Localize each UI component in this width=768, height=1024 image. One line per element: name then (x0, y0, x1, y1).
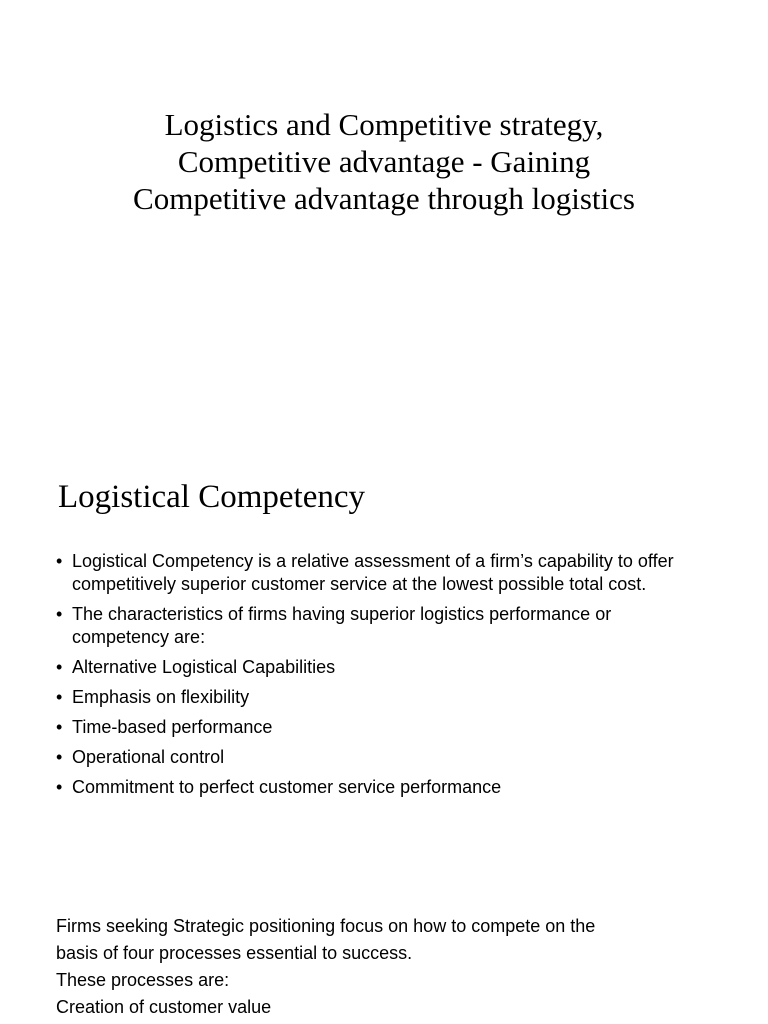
bullet-item (56, 603, 746, 649)
slide-1-title-line: Logistics and Competitive strategy, (164, 107, 604, 142)
bullet-item (56, 716, 746, 739)
bullet-icon: • (56, 687, 63, 707)
slide-1-title (60, 106, 708, 217)
bullet-text-line: Logistical Competency is a relative assessment of a firm’s capability to offer (72, 551, 674, 571)
slide-1-title-line: Competitive advantage through logistics (133, 181, 635, 216)
bullet-text-line: Operational control (72, 747, 225, 767)
slide-3-body (56, 913, 746, 1021)
bullet-text-line: Time-based performance (72, 717, 273, 737)
bullet-text-line: Commitment to perfect customer service performance (72, 777, 502, 797)
bullet-text-line: The characteristics of firms having superior logistics performance or (72, 604, 612, 624)
bullet-item (56, 656, 746, 679)
slide-2-title: Logistical Competency (58, 479, 366, 515)
bullet-icon: • (56, 604, 63, 624)
bullet-text-line: competitively superior customer service at the lowest possible total cost. (72, 574, 647, 594)
bullet-icon: • (56, 777, 63, 797)
bullet-list (56, 550, 746, 806)
bullet-icon: • (56, 747, 63, 767)
bullet-item (56, 776, 746, 799)
slide-1 (0, 0, 768, 430)
slide-3-line: Firms seeking Strategic positioning focus on how to compete on the (56, 916, 596, 936)
bullet-item (56, 550, 746, 596)
bullet-item (56, 686, 746, 709)
bullet-text-line: Alternative Logistical Capabilities (72, 657, 336, 677)
bullet-icon: • (56, 551, 63, 571)
slide-3-line: These processes are: (56, 970, 230, 990)
bullet-icon: • (56, 657, 63, 677)
bullet-item (56, 746, 746, 769)
bullet-text-line: Emphasis on flexibility (72, 687, 250, 707)
bullet-icon: • (56, 717, 63, 737)
slide-3-line: Creation of customer value (56, 997, 272, 1017)
slide-3-line: basis of four processes essential to success. (56, 943, 413, 963)
bullet-text-line: competency are: (72, 627, 206, 647)
slide-2 (0, 430, 768, 860)
slide-3 (0, 860, 768, 1024)
slide-1-title-line: Competitive advantage - Gaining (177, 144, 591, 179)
